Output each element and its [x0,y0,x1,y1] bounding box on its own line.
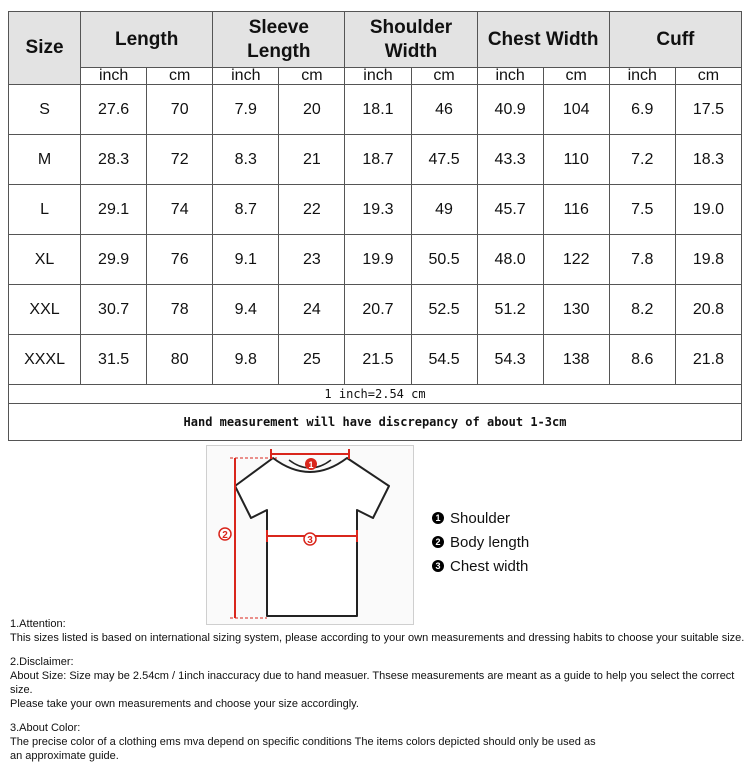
value-cell: 18.7 [345,135,411,185]
unit-cell: inch [345,68,411,85]
disclaimer-text: About Size: Size may be 2.54cm / 1inch inaccuracy due to hand measuer. Thsese measurements are meant as a guide to help you select the correct size. [10,670,735,696]
value-cell: 7.2 [609,135,675,185]
header-shoulder-line2: Width [384,40,438,62]
size-cell: S [9,85,81,135]
value-cell: 19.3 [345,185,411,235]
legend-number-badge: 2 [432,536,444,548]
discrepancy-row [9,404,742,441]
value-cell: 43.3 [477,135,543,185]
value-cell: 24 [279,285,345,335]
header-sleeve-length [213,12,345,68]
unit-cell: cm [543,68,609,85]
value-cell: 21.8 [675,335,741,385]
disclaimer-section [10,655,746,711]
measurement-legend [432,506,529,578]
value-cell: 7.5 [609,185,675,235]
value-cell: 50.5 [411,235,477,285]
header-cuff: Cuff [609,12,741,68]
unit-cell: inch [477,68,543,85]
value-cell: 46 [411,85,477,135]
value-cell: 17.5 [675,85,741,135]
value-cell: 54.5 [411,335,477,385]
table-row [9,335,742,385]
value-cell: 8.2 [609,285,675,335]
value-cell: 30.7 [81,285,147,335]
unit-cell: inch [609,68,675,85]
value-cell: 19.0 [675,185,741,235]
unit-cell: cm [147,68,213,85]
header-shoulder-line1: Shoulder [369,16,453,38]
value-cell: 138 [543,335,609,385]
value-cell: 19.8 [675,235,741,285]
value-cell: 22 [279,185,345,235]
value-cell: 130 [543,285,609,335]
value-cell: 7.8 [609,235,675,285]
color-title: 3.About Color: [10,722,81,734]
tshirt-diagram [206,445,414,625]
value-cell: 70 [147,85,213,135]
value-cell: 7.9 [213,85,279,135]
unit-cell: inch [213,68,279,85]
value-cell: 104 [543,85,609,135]
value-cell: 49 [411,185,477,235]
header-sleeve-line1: Sleeve [248,16,309,38]
marker-3-label: 3 [307,535,313,546]
value-cell: 40.9 [477,85,543,135]
value-cell: 9.4 [213,285,279,335]
color-text: The precise color of a clothing ems mva depend on specific conditions The items colors depicted should only be used as [10,736,596,748]
unit-cell: cm [675,68,741,85]
value-cell: 20.7 [345,285,411,335]
value-cell: 47.5 [411,135,477,185]
value-cell: 27.6 [81,85,147,135]
value-cell: 25 [279,335,345,385]
size-cell: XXXL [9,335,81,385]
legend-item-shoulder [432,506,529,530]
conversion-row [9,385,742,404]
header-chest-width: Chest Width [477,12,609,68]
disclaimer-text: Please take your own measurements and choose your size accordingly. [10,698,359,710]
value-cell: 31.5 [81,335,147,385]
attention-section [10,617,746,645]
table-row [9,135,742,185]
marker-1-label: 1 [308,460,314,470]
legend-item-body-length [432,530,529,554]
legend-label: Chest width [450,557,529,575]
table-row [9,285,742,335]
value-cell: 76 [147,235,213,285]
value-cell: 18.1 [345,85,411,135]
disclaimer-title: 2.Disclaimer: [10,656,74,668]
value-cell: 19.9 [345,235,411,285]
value-cell: 116 [543,185,609,235]
value-cell: 78 [147,285,213,335]
size-cell: L [9,185,81,235]
value-cell: 23 [279,235,345,285]
value-cell: 72 [147,135,213,185]
attention-text: This sizes listed is based on international sizing system, please according to your own measurements and dressing habits to choose your suitable size. [10,632,745,644]
value-cell: 45.7 [477,185,543,235]
header-length: Length [81,12,213,68]
legend-item-chest-width [432,554,529,578]
legend-label: Body length [450,533,530,551]
value-cell: 110 [543,135,609,185]
value-cell: 29.1 [81,185,147,235]
size-cell: M [9,135,81,185]
header-row [9,12,742,68]
value-cell: 9.8 [213,335,279,385]
value-cell: 54.3 [477,335,543,385]
size-chart-table [8,11,742,441]
legend-number-badge: 3 [432,560,444,572]
header-sleeve-line2: Length [247,40,311,62]
value-cell: 51.2 [477,285,543,335]
color-section [10,721,746,763]
value-cell: 8.3 [213,135,279,185]
unit-cell: cm [279,68,345,85]
value-cell: 48.0 [477,235,543,285]
legend-label: Shoulder [450,509,511,527]
value-cell: 52.5 [411,285,477,335]
value-cell: 18.3 [675,135,741,185]
unit-cell: cm [411,68,477,85]
discrepancy-note: Hand measurement will have discrepancy of about 1-3cm [9,404,742,441]
value-cell: 29.9 [81,235,147,285]
value-cell: 8.6 [609,335,675,385]
value-cell: 20 [279,85,345,135]
table-row [9,85,742,135]
legend-number-badge: 1 [432,512,444,524]
header-size: Size [9,12,81,85]
value-cell: 20.8 [675,285,741,335]
value-cell: 74 [147,185,213,235]
units-row [9,68,742,85]
color-text: an approximate guide. [10,750,119,762]
marker-2-label: 2 [222,530,228,541]
value-cell: 28.3 [81,135,147,185]
value-cell: 122 [543,235,609,285]
table-row [9,235,742,285]
value-cell: 21.5 [345,335,411,385]
value-cell: 80 [147,335,213,385]
value-cell: 9.1 [213,235,279,285]
attention-title: 1.Attention: [10,618,66,630]
value-cell: 6.9 [609,85,675,135]
size-cell: XL [9,235,81,285]
value-cell: 8.7 [213,185,279,235]
tshirt-diagram-svg [207,446,413,624]
value-cell: 21 [279,135,345,185]
size-cell: XXL [9,285,81,335]
unit-cell: inch [81,68,147,85]
table-row [9,185,742,235]
header-shoulder-width [345,12,477,68]
conversion-note: 1 inch=2.54 cm [9,385,742,404]
